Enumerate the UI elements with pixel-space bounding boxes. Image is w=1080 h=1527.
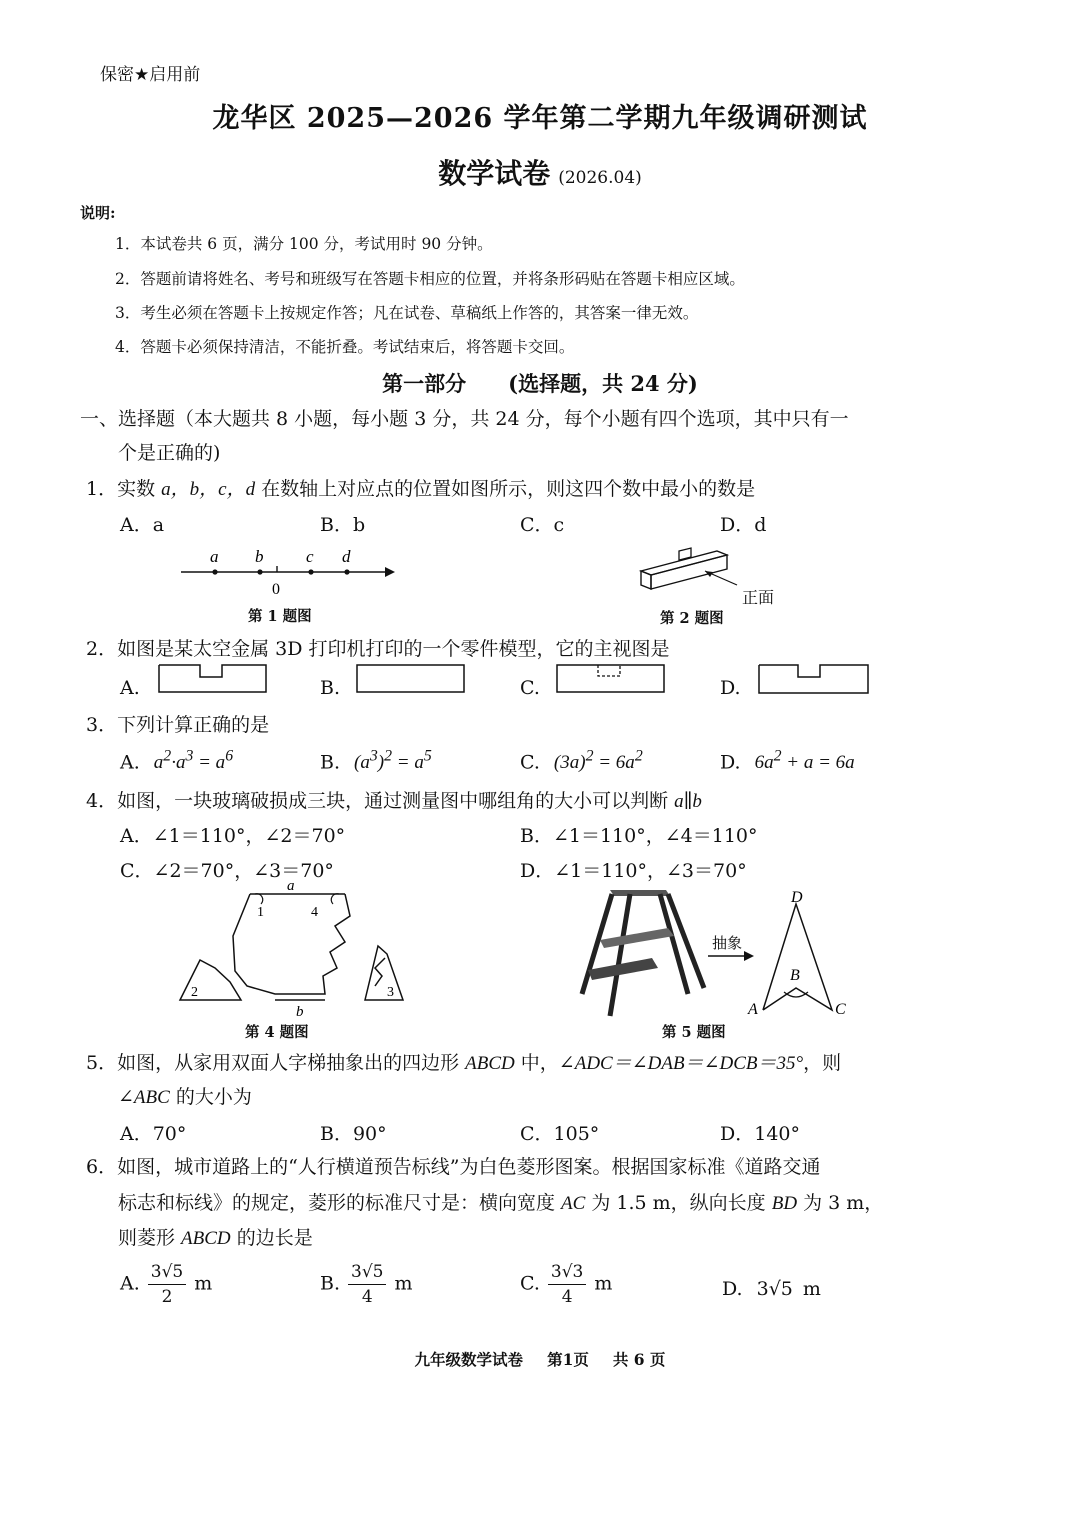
instruction-1: 1．本试卷共 6 页，满分 100 分，考试用时 90 分钟。: [115, 235, 493, 253]
label-d: d: [342, 547, 351, 566]
q1-option-b: B．b: [320, 514, 366, 536]
section-one-line1: 一、选择题（本大题共 8 小题，每小题 3 分，共 24 分，每个小题有四个选项，其中只有一: [80, 408, 849, 430]
q5-figure-caption: 第 5 题图: [662, 1024, 726, 1041]
footer-paper-name: 九年级数学试卷: [414, 1350, 524, 1369]
q5-stem-angles: ∠ADC＝∠DAB＝∠DCB＝35°: [558, 1053, 804, 1074]
number-line-arrow: [385, 567, 395, 577]
q6-option-b-den: 4: [361, 1287, 373, 1307]
q2-option-a-figure: [158, 664, 270, 696]
quadrilateral-abcd: [763, 904, 832, 1010]
q3-option-c-expr: $(3a)^2 = 6a^2$: [553, 748, 643, 774]
q5-stem-post: ，则: [803, 1052, 842, 1074]
q6-option-c-label: C.: [520, 1272, 540, 1295]
q1-figure-caption: 第 1 题图: [248, 608, 312, 625]
abstract-arrow-head: [744, 951, 754, 961]
fig4-label-4: 4: [311, 905, 318, 920]
q4-option-c: C．∠2＝70°，∠3＝70°: [120, 860, 334, 882]
page-footer: [0, 1348, 1080, 1370]
q3-option-c-label: C.: [520, 751, 540, 774]
question-6-line2: [118, 1188, 883, 1215]
point-c-label: C: [835, 1001, 846, 1018]
q3-option-d-expr: $6a^2 + a = 6a$: [754, 748, 855, 774]
q3-option-d-label: D.: [720, 751, 741, 774]
fig4-label-3: 3: [387, 985, 394, 1000]
q3-option-b-label: B.: [320, 751, 341, 774]
q1-option-a: A．a: [120, 514, 165, 536]
label-c: c: [306, 547, 314, 566]
q5-option-d: D．140°: [720, 1123, 800, 1145]
q1-option-d: D．d: [720, 514, 767, 536]
front-label: 正面: [742, 588, 775, 607]
q5-option-a: A．70°: [120, 1123, 187, 1145]
q6-option-a-unit: m: [194, 1272, 213, 1295]
number-line-figure: [175, 540, 405, 600]
q6-option-c-num: 3√3: [548, 1262, 586, 1285]
point-b-label: B: [790, 967, 800, 984]
footer-page-number: 第1页: [547, 1350, 589, 1369]
right-piece: [365, 946, 403, 1000]
q6-option-d-label: D.: [722, 1278, 743, 1300]
q2-option-a: A.: [120, 677, 140, 699]
q6-option-c: [520, 1262, 612, 1307]
model-top-face: [641, 551, 727, 575]
q4-figure-caption: 第 4 题图: [245, 1024, 309, 1041]
model-side-face: [641, 571, 651, 589]
fig4-label-b: b: [296, 1004, 304, 1020]
q6-option-b-unit: m: [394, 1272, 413, 1295]
section-one-line2: 个是正确的): [118, 442, 221, 464]
q6-option-b-num: 3√5: [348, 1262, 386, 1285]
q6-option-d-value: 3√5: [756, 1278, 793, 1300]
option-c-shape: [557, 665, 664, 692]
q4-option-b: B．∠1＝110°，∠4＝110°: [520, 825, 758, 847]
q6-option-b-label: B.: [320, 1272, 341, 1295]
q1-stem-pre: 1．实数: [86, 478, 162, 500]
instruction-2: 2．答题前请将姓名、考号和班级写在答题卡相应的位置，并将条形码贴在答题卡相应区域。: [115, 270, 745, 288]
q3-option-b: [320, 748, 432, 774]
ladder-middle-step: [600, 928, 674, 948]
q3-option-a: [120, 748, 233, 774]
option-c-hidden-line: [598, 665, 620, 676]
left-piece: [180, 960, 241, 1000]
question-5-line1: [86, 1048, 841, 1075]
point-d-label: D: [791, 889, 803, 906]
q2-option-c: C.: [520, 677, 540, 699]
q2-option-c-figure: [556, 664, 668, 696]
q5-stem-line2-post: 的大小为: [169, 1086, 252, 1108]
q2-figure-caption: 第 2 题图: [660, 610, 724, 627]
q5-stem-abcd: ABCD: [465, 1053, 515, 1074]
option-d-shape: [759, 665, 868, 693]
q4-option-a: A．∠1＝110°，∠2＝70°: [120, 825, 346, 847]
footer-total-pages: 共 6 页: [612, 1350, 666, 1369]
label-b: b: [255, 547, 264, 566]
q6-option-c-unit: m: [594, 1272, 613, 1295]
q6-ac: AC: [561, 1193, 586, 1214]
q6-option-a: [120, 1262, 212, 1307]
q2-option-b: B.: [320, 677, 341, 699]
paper-title: [0, 152, 1080, 192]
point-c: [308, 569, 313, 574]
q6-option-b: [320, 1262, 413, 1307]
option-a-shape: [159, 665, 266, 692]
question-1-stem: [86, 474, 755, 501]
ladder-bottom-step: [588, 958, 658, 980]
q6-option-c-den: 4: [561, 1287, 573, 1307]
instructions-heading: 说明:: [80, 204, 116, 222]
question-5-line2: [118, 1082, 252, 1109]
q6-option-a-den: 2: [161, 1287, 173, 1307]
label-a: a: [210, 547, 219, 566]
q6-option-a-label: A.: [120, 1272, 140, 1295]
question-6-line1: 6．如图，城市道路上的“人行横道预告标线”为白色菱形图案。根据国家标准《道路交通: [86, 1156, 821, 1178]
label-zero: 0: [272, 581, 280, 598]
fig4-label-1: 1: [257, 905, 264, 920]
q6-line3-post: 的边长是: [230, 1227, 313, 1249]
instruction-3: 3．考生必须在答题卡上按规定作答；凡在试卷、草稿纸上作答的，其答案一律无效。: [115, 304, 699, 322]
q6-option-d-unit: m: [802, 1278, 821, 1300]
ladder-figure: [570, 884, 860, 1024]
q3-option-c: [520, 748, 643, 774]
q4-stem-rel: a∥b: [674, 791, 702, 812]
middle-piece: [233, 894, 350, 994]
point-a: [212, 569, 217, 574]
question-3-stem: 3．下列计算正确的是: [86, 714, 270, 736]
q5-option-c: C．105°: [520, 1123, 600, 1145]
ladder-front-right-leg: [610, 894, 630, 1016]
question-2-stem: 2．如图是某太空金属 3D 打印机打印的一个零件模型，它的主视图是: [86, 638, 670, 660]
q2-option-d-figure: [758, 664, 872, 696]
question-6-line3: [118, 1223, 313, 1250]
instruction-4: 4．答题卡必须保持清洁，不能折叠。考试结束后，将答题卡交回。: [115, 338, 575, 356]
fig4-label-2: 2: [191, 985, 198, 1000]
angle-4-arc: [331, 894, 339, 904]
part-one-title: 第一部分 (选择题，共 24 分): [382, 371, 698, 396]
q6-line2-post: 为 3 m，: [797, 1192, 884, 1214]
q5-option-b: B．90°: [320, 1123, 387, 1145]
paper-subtitle: 数学试卷: [438, 157, 551, 190]
q5-stem-mid: 中，: [514, 1052, 559, 1074]
paper-date: (2026.04): [558, 168, 642, 188]
confidential-mark: 保密★启用前: [100, 65, 201, 85]
q6-line2-mid: 为 1.5 m，纵向长度: [585, 1192, 772, 1214]
q6-bd: BD: [771, 1193, 798, 1214]
q6-line2-pre: 标志和标线》的规定，菱形的标准尺寸是：横向宽度: [118, 1192, 562, 1214]
q6-option-a-num: 3√5: [148, 1262, 186, 1285]
model-front-face: [651, 555, 727, 589]
q6-option-a-fraction: [148, 1262, 186, 1307]
option-b-shape: [357, 665, 464, 692]
q6-option-b-fraction: [348, 1262, 386, 1307]
abstract-label: 抽象: [712, 936, 743, 952]
q2-option-d: D.: [720, 677, 741, 699]
q2-option-b-figure: [356, 664, 468, 696]
q3-option-a-expr: $a^2\cdot a^3 = a^6$: [153, 748, 234, 774]
broken-glass-figure: [175, 876, 420, 1020]
q3-option-b-expr: $(a^3)^2 = a^5$: [354, 748, 432, 774]
q4-stem-pre: 4．如图，一块玻璃破损成三块，通过测量图中哪组角的大小可以判断: [86, 790, 675, 812]
q1-stem-vars: a，b，c，d: [161, 479, 256, 500]
q6-option-d: [722, 1278, 821, 1300]
q6-line3-pre: 则菱形: [118, 1227, 182, 1249]
q4-option-d: D．∠1＝110°，∠3＝70°: [520, 860, 747, 882]
q3-option-d: [720, 748, 855, 774]
q1-stem-post: 在数轴上对应点的位置如图所示，则这四个数中最小的数是: [255, 478, 756, 500]
q6-option-c-fraction: [548, 1262, 586, 1307]
q3-option-a-label: A.: [120, 751, 140, 774]
point-b: [257, 569, 262, 574]
point-a-label: A: [748, 1001, 758, 1018]
point-d: [344, 569, 349, 574]
angle-1-arc: [255, 894, 263, 904]
question-4-stem: [86, 786, 702, 813]
fig4-label-a: a: [287, 878, 295, 894]
q6-abcd: ABCD: [181, 1228, 231, 1249]
q5-stem-angle-abc: ∠ABC: [118, 1087, 170, 1108]
q5-stem-pre: 5．如图，从家用双面人字梯抽象出的四边形: [86, 1052, 466, 1074]
exam-title: 龙华区 2025—2026 学年第二学期九年级调研测试: [212, 103, 868, 134]
q1-option-c: C．c: [520, 514, 565, 536]
